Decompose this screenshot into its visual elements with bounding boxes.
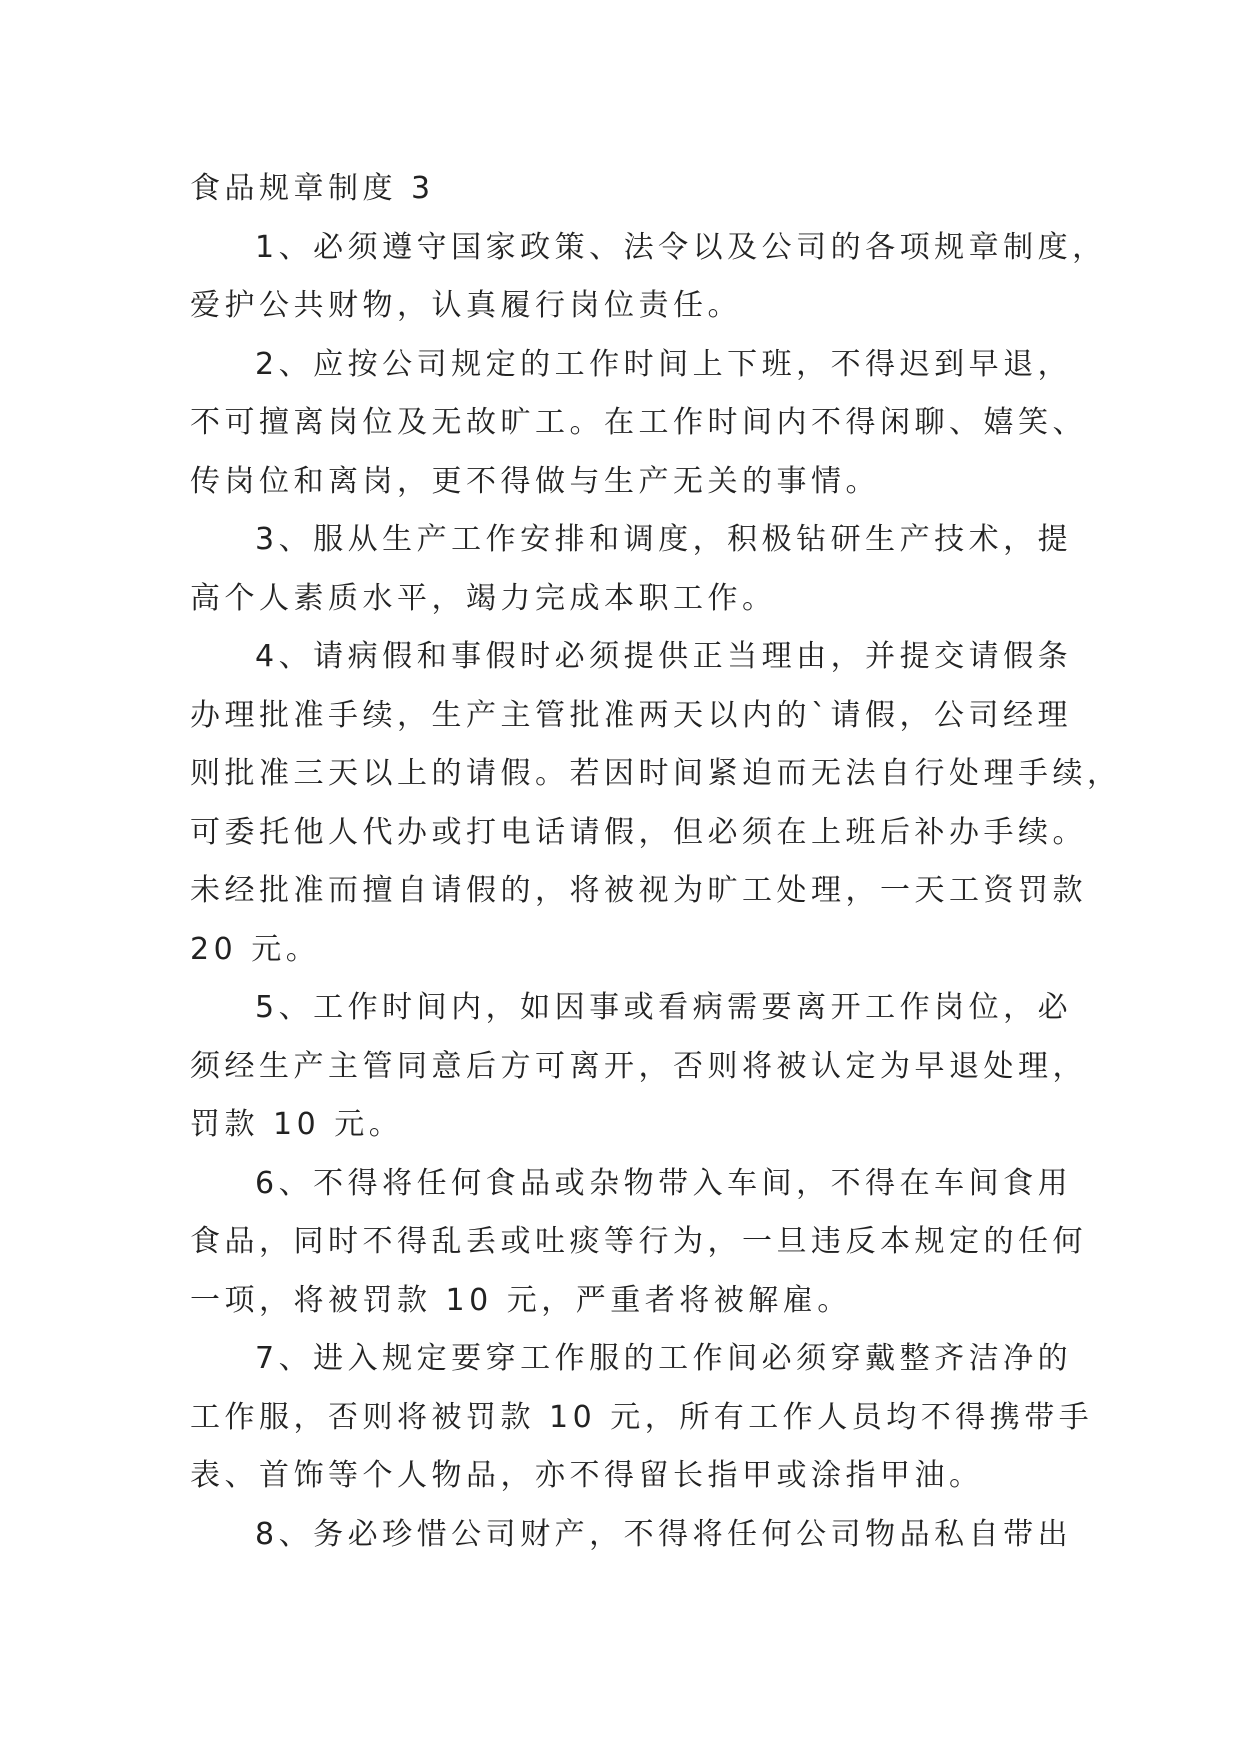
paragraph-line: 食品，同时不得乱丢或吐痰等行为，一旦违反本规定的任何 xyxy=(190,1224,1087,1259)
paragraph-line: 办理批准手续，生产主管批准两天以内的`请假，公司经理 xyxy=(190,697,1072,733)
document-title: 食品规章制度 3 xyxy=(190,171,435,206)
paragraph-8 xyxy=(190,1506,1073,1565)
paragraph-line: 工作服，否则将被罚款 10 元，所有工作人员均不得携带手 xyxy=(190,1399,1094,1435)
paragraph-line: 爱护公共财物，认真履行岗位责任。 xyxy=(190,288,742,323)
paragraph-line: 7、进入规定要穿工作服的工作间必须穿戴整齐洁净的 xyxy=(255,1341,1073,1376)
paragraph-line: 4、请病假和事假时必须提供正当理由，并提交请假条 xyxy=(255,639,1073,674)
paragraph-line: 未经批准而擅自请假的，将被视为旷工处理，一天工资罚款 xyxy=(190,873,1087,908)
paragraph-line: 表、首饰等个人物品，亦不得留长指甲或涂指甲油。 xyxy=(190,1458,984,1493)
paragraph-line: 不可擅离岗位及无故旷工。在工作时间内不得闲聊、嬉笑、 xyxy=(190,405,1087,440)
paragraph-2 xyxy=(190,336,1087,512)
paragraph-6 xyxy=(190,1155,1087,1331)
paragraph-line: 可委托他人代办或打电话请假，但必须在上班后补办手续。 xyxy=(190,814,1087,850)
document-body xyxy=(190,160,1122,1564)
paragraph-line: 20 元。 xyxy=(190,931,321,967)
paragraph-1 xyxy=(190,219,1107,336)
paragraph-line: 2、应按公司规定的工作时间上下班，不得迟到早退， xyxy=(255,346,1073,382)
paragraph-line: 一项，将被罚款 10 元，严重者将被解雇。 xyxy=(190,1282,852,1318)
paragraph-7 xyxy=(190,1330,1094,1506)
paragraph-line: 8、务必珍惜公司财产，不得将任何公司物品私自带出 xyxy=(255,1516,1073,1552)
paragraph-line: 传岗位和离岗，更不得做与生产无关的事情。 xyxy=(190,463,880,499)
paragraph-5 xyxy=(190,979,1087,1155)
paragraph-line: 3、服从生产工作安排和调度，积极钻研生产技术，提 xyxy=(255,522,1073,557)
paragraph-4 xyxy=(190,628,1122,979)
paragraph-line: 须经生产主管同意后方可离开，否则将被认定为早退处理， xyxy=(190,1048,1087,1084)
paragraph-line: 则批准三天以上的请假。若因时间紧迫而无法自行处理手续， xyxy=(190,756,1122,791)
paragraph-3 xyxy=(190,511,1073,628)
paragraph-line: 1、必须遵守国家政策、法令以及公司的各项规章制度， xyxy=(255,229,1107,265)
paragraph-line: 6、不得将任何食品或杂物带入车间，不得在车间食用 xyxy=(255,1165,1073,1201)
paragraph-line: 高个人素质水平，竭力完成本职工作。 xyxy=(190,580,777,616)
paragraph-line: 5、工作时间内，如因事或看病需要离开工作岗位，必 xyxy=(255,990,1073,1025)
paragraph-line: 罚款 10 元。 xyxy=(190,1107,404,1142)
